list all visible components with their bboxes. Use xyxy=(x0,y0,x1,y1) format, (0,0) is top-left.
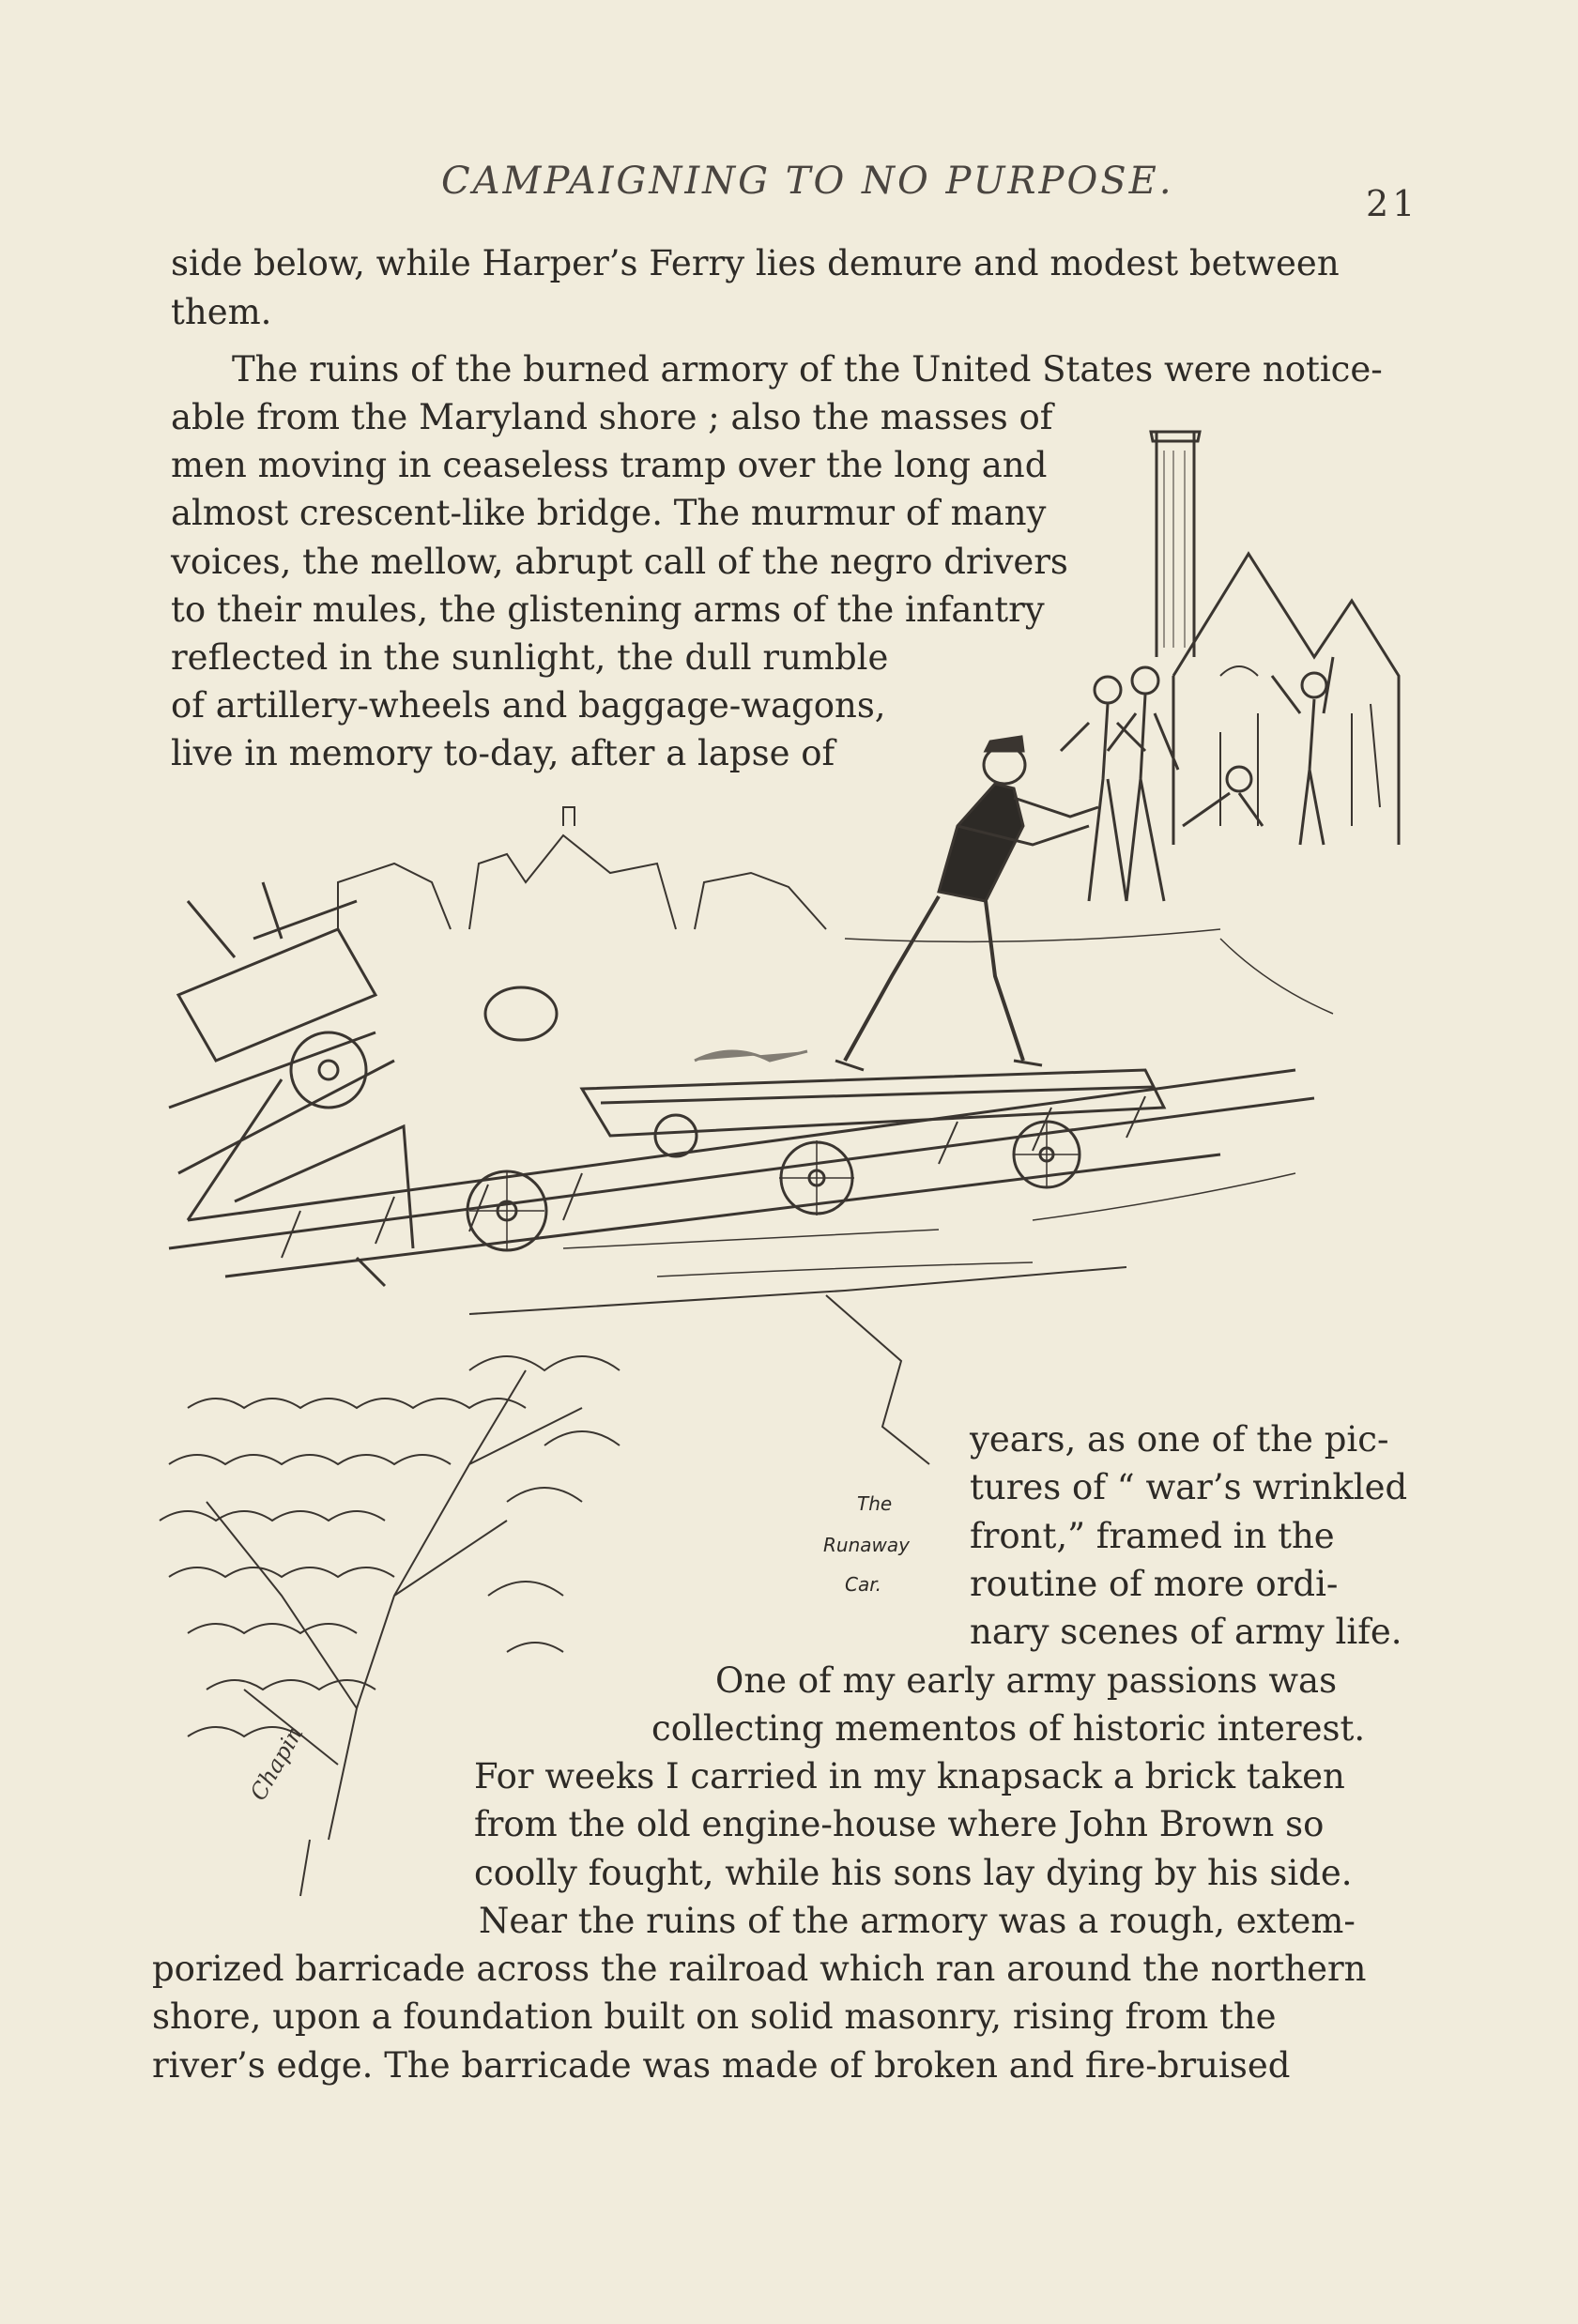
text-line-4: able from the Maryland shore ; also the masses of xyxy=(171,397,1053,437)
text-line-14: front,” framed in the xyxy=(970,1516,1335,1556)
text-line-20: from the old engine-house where John Brown so xyxy=(474,1804,1325,1844)
text-line-19: For weeks I carried in my knapsack a brick taken xyxy=(474,1756,1345,1797)
text-line-18: collecting mementos of historic interest. xyxy=(651,1708,1366,1749)
text-line-15: routine of more ordi- xyxy=(970,1564,1339,1604)
text-line-1: side below, while Harper’s Ferry lies demure and modest between xyxy=(171,243,1340,283)
text-line-12: years, as one of the pic- xyxy=(970,1419,1389,1460)
text-line-25: river’s edge. The barricade was made of broken and fire-bruised xyxy=(152,2045,1291,2086)
text-line-9: reflected in the sunlight, the dull rumble xyxy=(171,637,889,678)
artist-signature: Chapin xyxy=(244,1720,309,1805)
text-line-21: coolly fought, while his sons lay dying by his side. xyxy=(474,1853,1353,1893)
text-line-17: One of my early army passions was xyxy=(715,1660,1338,1701)
text-line-16: nary scenes of army life. xyxy=(970,1612,1402,1652)
text-line-10: of artillery-wheels and baggage-wagons, xyxy=(171,685,886,726)
caption-line-3: Car. xyxy=(845,1573,881,1596)
text-line-24: shore, upon a foundation built on solid masonry, rising from the xyxy=(152,1996,1277,2037)
text-line-23: porized barricade across the railroad which ran around the northern xyxy=(152,1949,1367,1989)
text-line-6: almost crescent-like bridge. The murmur of many xyxy=(171,493,1047,533)
text-line-13: tures of “ war’s wrinkled xyxy=(970,1467,1408,1507)
caption-line-2: Runaway xyxy=(823,1534,910,1556)
text-line-8: to their mules, the glistening arms of the infantry xyxy=(171,589,1045,630)
text-line-5: men moving in ceaseless tramp over the long and xyxy=(171,445,1048,485)
text-line-7: voices, the mellow, abrupt call of the negro drivers xyxy=(171,542,1068,582)
text-line-2: them. xyxy=(171,292,272,332)
running-header: CAMPAIGNING TO NO PURPOSE. xyxy=(441,160,1174,203)
caption-line-1: The xyxy=(857,1492,893,1515)
page-number: 21 xyxy=(1366,183,1419,224)
text-line-11: live in memory to-day, after a lapse of xyxy=(171,733,835,773)
text-line-3: The ruins of the burned armory of the United States were notice- xyxy=(232,349,1383,390)
text-line-22: Near the ruins of the armory was a rough, extem- xyxy=(479,1901,1356,1941)
